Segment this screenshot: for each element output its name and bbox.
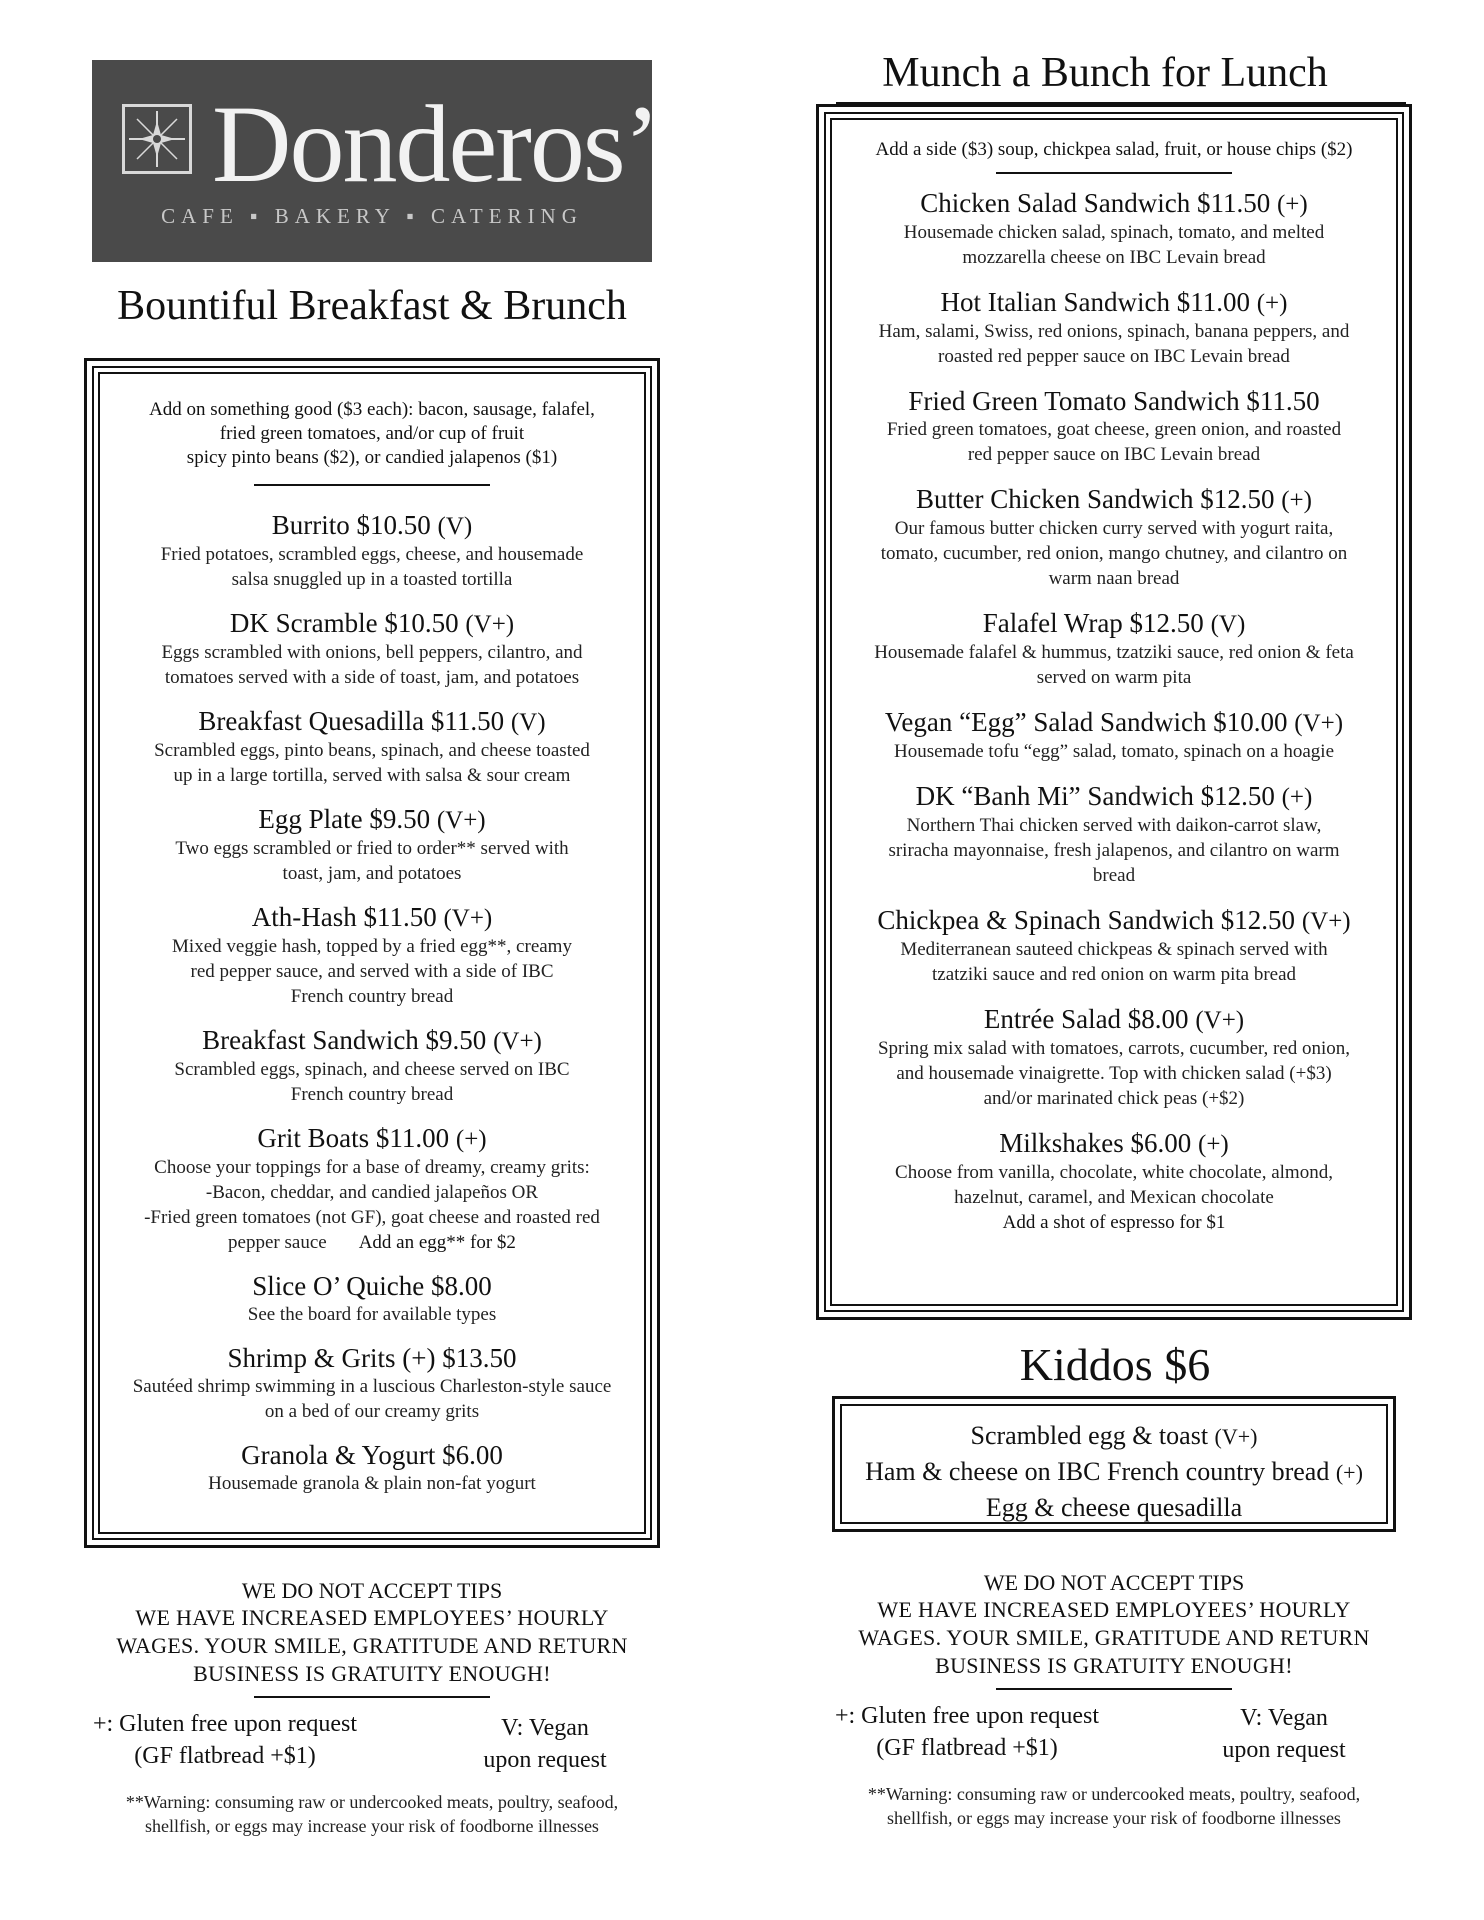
dietary-tag: (+) bbox=[1281, 487, 1312, 514]
menu-item-description: Housemade tofu “egg” salad, tomato, spinach on a hoagie bbox=[893, 741, 1335, 762]
menu-item-description: salsa snuggled up in a toasted tortilla bbox=[231, 569, 513, 590]
lunch-menu-box bbox=[816, 104, 1412, 1320]
menu-item bbox=[100, 706, 644, 788]
menu-item-description: Scrambled eggs, pinto beans, spinach, and cheese toasted bbox=[154, 740, 590, 761]
menu-item-title bbox=[832, 484, 1396, 516]
dietary-tag: (+) bbox=[455, 1126, 487, 1153]
breakfast-menu-box bbox=[84, 358, 660, 1548]
menu-item bbox=[832, 1004, 1396, 1111]
menu-item-title bbox=[832, 781, 1396, 813]
menu-item-title bbox=[100, 1271, 644, 1302]
menu-item-name: Ath-Hash $11.50 bbox=[251, 902, 437, 932]
breakfast-items bbox=[100, 510, 644, 1496]
menu-item-name: Hot Italian Sandwich $11.00 bbox=[940, 287, 1250, 317]
dietary-tag: (+) bbox=[1276, 191, 1308, 218]
menu-item-description: up in a large tortilla, served with salsa & sour cream bbox=[173, 765, 571, 786]
divider bbox=[254, 1696, 490, 1698]
kids-item-name: Ham & cheese on IBC French country bread bbox=[865, 1457, 1330, 1486]
menu-item-title bbox=[832, 188, 1396, 220]
menu-item bbox=[100, 902, 644, 1009]
menu-item-description: red pepper sauce on IBC Levain bread bbox=[967, 444, 1261, 465]
kids-menu-item bbox=[842, 1418, 1386, 1454]
kids-title: Kiddos $6 bbox=[1019, 1339, 1211, 1390]
menu-item bbox=[832, 484, 1396, 591]
menu-item-title bbox=[100, 608, 644, 640]
menu-item-description: warm naan bread bbox=[1048, 568, 1180, 589]
breakfast-title: Bountiful Breakfast & Brunch bbox=[117, 283, 627, 329]
menu-item-name: Milkshakes $6.00 bbox=[999, 1128, 1192, 1158]
menu-item-description: and/or marinated chick peas (+$2) bbox=[983, 1088, 1245, 1109]
menu-item-description: French country bread bbox=[290, 986, 454, 1007]
menu-item-title bbox=[832, 1128, 1396, 1160]
menu-item-description: Spring mix salad with tomatoes, carrots, cucumber, red onion, bbox=[877, 1038, 1351, 1059]
menu-item-name: DK Scramble $10.50 bbox=[229, 608, 459, 638]
menu-item bbox=[100, 1440, 644, 1496]
tips-heading: WE DO NOT ACCEPT TIPS bbox=[983, 1570, 1245, 1595]
divider bbox=[996, 172, 1232, 174]
dietary-tag: (V+) bbox=[1294, 710, 1344, 737]
menu-item-name: Breakfast Quesadilla $11.50 bbox=[198, 706, 505, 736]
menu-item-title bbox=[832, 608, 1396, 640]
gluten-free-legend: +: Gluten free upon request (GF flatbread +$1) bbox=[834, 1703, 1100, 1761]
left-footer bbox=[60, 1578, 684, 1838]
menu-item-title bbox=[832, 287, 1396, 319]
menu-item-description: on a bed of our creamy grits bbox=[264, 1401, 480, 1422]
menu-item-title bbox=[100, 1025, 644, 1057]
menu-item-description: Scrambled eggs, spinach, and cheese served on IBC bbox=[174, 1059, 570, 1080]
menu-item-description: Choose your toppings for a base of dreamy, creamy grits: bbox=[154, 1157, 590, 1178]
menu-item-name: Shrimp & Grits (+) $13.50 bbox=[227, 1343, 517, 1373]
menu-item-name: Slice O’ Quiche $8.00 bbox=[252, 1271, 492, 1301]
menu-item-name: DK “Banh Mi” Sandwich $12.50 bbox=[915, 781, 1275, 811]
menu-item-name: Butter Chicken Sandwich $12.50 bbox=[916, 484, 1275, 514]
menu-item-description: Ham, salami, Swiss, red onions, spinach, banana peppers, and bbox=[878, 321, 1350, 342]
menu-item-description: See the board for available types bbox=[247, 1304, 497, 1325]
kids-item-name: Egg & cheese quesadilla bbox=[985, 1493, 1243, 1522]
menu-item bbox=[832, 188, 1396, 270]
menu-item-title bbox=[100, 1343, 644, 1374]
menu-item-description: Housemade chicken salad, spinach, tomato, and melted bbox=[903, 222, 1325, 243]
menu-item-description: Northern Thai chicken served with daikon-carrot slaw, bbox=[906, 815, 1322, 836]
menu-item bbox=[832, 287, 1396, 369]
menu-item-description: served on warm pita bbox=[1036, 667, 1192, 688]
brand-tagline: CAFE ▪ BAKERY ▪ CATERING bbox=[161, 204, 583, 228]
menu-item-description: -Fried green tomatoes (not GF), goat cheese and roasted red bbox=[144, 1207, 600, 1228]
dietary-tag: (+) bbox=[1256, 290, 1288, 317]
menu-item-description: tomatoes served with a side of toast, jam, and potatoes bbox=[164, 667, 580, 688]
menu-item-description bbox=[100, 1230, 644, 1255]
menu-item-title bbox=[100, 804, 644, 836]
menu-item-name: Chickpea & Spinach Sandwich $12.50 bbox=[877, 905, 1296, 935]
menu-item bbox=[100, 1123, 644, 1255]
menu-item bbox=[100, 1025, 644, 1107]
menu-item-description-end: pepper sauce bbox=[228, 1232, 327, 1253]
lunch-title: Munch a Bunch for Lunch bbox=[882, 50, 1328, 96]
gluten-free-legend: +: Gluten free upon request (GF flatbread +$1) bbox=[92, 1711, 358, 1769]
menu-item bbox=[832, 905, 1396, 987]
menu-item bbox=[100, 608, 644, 690]
dietary-tag: (V+) bbox=[443, 905, 493, 932]
menu-item-description: mozzarella cheese on IBC Levain bread bbox=[962, 247, 1266, 268]
dietary-tag: (V+) bbox=[493, 1028, 542, 1055]
menu-item-name: Falafel Wrap $12.50 bbox=[982, 608, 1204, 638]
menu-item-description: Choose from vanilla, chocolate, white chocolate, almond, bbox=[895, 1162, 1333, 1183]
menu-item-description: Mixed veggie hash, topped by a fried egg**, creamy bbox=[172, 936, 572, 957]
kids-menu-item bbox=[842, 1454, 1386, 1490]
menu-item bbox=[100, 1271, 644, 1327]
menu-item-title bbox=[100, 902, 644, 934]
lunch-items bbox=[832, 188, 1396, 1235]
tips-heading: WE DO NOT ACCEPT TIPS bbox=[241, 1578, 503, 1603]
menu-item bbox=[100, 804, 644, 886]
tips-body: WE HAVE INCREASED EMPLOYEES’ HOURLY WAGES. YOUR SMILE, GRATITUDE AND RETURN BUSINESS IS GRATUITY ENOUGH! bbox=[116, 1605, 628, 1686]
menu-item bbox=[100, 510, 644, 592]
right-footer bbox=[810, 1570, 1418, 1830]
menu-item-name: Granola & Yogurt $6.00 bbox=[241, 1440, 503, 1470]
kids-item-name: Scrambled egg & toast bbox=[970, 1421, 1209, 1450]
menu-item-description: Fried potatoes, scrambled eggs, cheese, and housemade bbox=[160, 544, 584, 565]
menu-item-description: Housemade falafel & hummus, tzatziki sauce, red onion & feta bbox=[874, 642, 1354, 663]
menu-item-extra: Add a shot of espresso for $1 bbox=[1002, 1212, 1226, 1233]
menu-item-title bbox=[100, 510, 644, 542]
menu-item bbox=[832, 1128, 1396, 1235]
menu-item-name: Grit Boats $11.00 bbox=[257, 1123, 450, 1153]
menu-item-name: Burrito $10.50 bbox=[271, 510, 431, 540]
menu-item-description: Fried green tomatoes, goat cheese, green onion, and roasted bbox=[886, 419, 1342, 440]
menu-item-extra: Add an egg** for $2 bbox=[358, 1232, 516, 1253]
menu-item bbox=[100, 1343, 644, 1424]
dietary-tag: (V) bbox=[437, 513, 473, 540]
menu-item-description: Eggs scrambled with onions, bell peppers, cilantro, and bbox=[161, 642, 583, 663]
menu-item-name: Egg Plate $9.50 bbox=[258, 804, 431, 834]
menu-item-description: and housemade vinaigrette. Top with chicken salad (+$3) bbox=[896, 1063, 1332, 1084]
menu-item-title bbox=[832, 1004, 1396, 1036]
kids-menu-item bbox=[842, 1490, 1386, 1525]
menu-item-name: Vegan “Egg” Salad Sandwich $10.00 bbox=[884, 707, 1288, 737]
dietary-tag: (V) bbox=[510, 709, 546, 736]
dietary-tag: (+) bbox=[1198, 1131, 1229, 1158]
menu-item-description: sriracha mayonnaise, fresh jalapenos, and cilantro on warm bbox=[888, 840, 1340, 861]
menu-item-description: bread bbox=[1092, 865, 1136, 886]
vegan-legend: V: Vegan upon request bbox=[1222, 1705, 1346, 1763]
menu-item bbox=[832, 707, 1396, 764]
menu-item-description: Sautéed shrimp swimming in a luscious Charleston-style sauce bbox=[132, 1376, 612, 1397]
menu-item-name: Breakfast Sandwich $9.50 bbox=[202, 1025, 487, 1055]
brand-logo bbox=[92, 60, 659, 262]
menu-item bbox=[832, 781, 1396, 888]
menu-item-description: -Bacon, cheddar, and candied jalapeños OR bbox=[205, 1182, 539, 1203]
dietary-tag: (+) bbox=[1335, 1460, 1363, 1485]
menu-item-description: tzatziki sauce and red onion on warm pita bread bbox=[931, 964, 1297, 985]
dietary-tag: (V+) bbox=[465, 611, 515, 638]
menu-item-description: tomato, cucumber, red onion, mango chutney, and cilantro on bbox=[880, 543, 1348, 564]
food-warning: **Warning: consuming raw or undercooked meats, poultry, seafood, shellfish, or eggs may increase your risk of foodborne illnesses bbox=[125, 1792, 619, 1836]
tips-body: WE HAVE INCREASED EMPLOYEES’ HOURLY WAGES. YOUR SMILE, GRATITUDE AND RETURN BUSINESS IS GRATUITY ENOUGH! bbox=[858, 1597, 1370, 1678]
divider bbox=[996, 1688, 1232, 1690]
lunch-addon: Add a side ($3) soup, chickpea salad, fruit, or house chips ($2) bbox=[875, 139, 1353, 160]
menu-item-title bbox=[832, 707, 1396, 739]
dietary-tag: (V+) bbox=[1214, 1424, 1258, 1449]
menu-item-title bbox=[832, 905, 1396, 937]
food-warning: **Warning: consuming raw or undercooked meats, poultry, seafood, shellfish, or eggs may increase your risk of foodborne illnesses bbox=[867, 1784, 1361, 1828]
menu-item-title bbox=[100, 1123, 644, 1155]
menu-item-description: toast, jam, and potatoes bbox=[282, 863, 462, 884]
menu-item bbox=[832, 386, 1396, 467]
menu-item-name: Chicken Salad Sandwich $11.50 bbox=[920, 188, 1271, 218]
kids-menu-box bbox=[832, 1396, 1396, 1532]
menu-item-description: Our famous butter chicken curry served with yogurt raita, bbox=[894, 518, 1334, 539]
menu-item-description: Mediterranean sauteed chickpeas & spinach served with bbox=[900, 939, 1328, 960]
brand-name: Donderos’ bbox=[212, 83, 659, 205]
menu-item-description: Housemade granola & plain non-fat yogurt bbox=[208, 1473, 536, 1494]
dietary-tag: (V) bbox=[1210, 611, 1246, 638]
dietary-tag: (V+) bbox=[1301, 908, 1351, 935]
menu-item-description: Two eggs scrambled or fried to order** served with bbox=[175, 838, 569, 859]
breakfast-addons: Add on something good ($3 each): bacon, sausage, falafel, fried green tomatoes, and/or cup of fruit spicy pinto beans ($2), or candied jalapenos ($1) bbox=[149, 399, 595, 468]
menu-item-description: hazelnut, caramel, and Mexican chocolate bbox=[954, 1187, 1274, 1208]
menu-item-title bbox=[832, 386, 1396, 417]
dietary-tag: (+) bbox=[1281, 784, 1313, 811]
menu-item-name: Entrée Salad $8.00 bbox=[983, 1004, 1189, 1034]
menu-item-title bbox=[100, 706, 644, 738]
menu-item-name: Fried Green Tomato Sandwich $11.50 bbox=[908, 386, 1320, 416]
menu-item-description: red pepper sauce, and served with a side of IBC bbox=[190, 961, 554, 982]
compass-star-icon bbox=[122, 104, 192, 174]
vegan-legend: V: Vegan upon request bbox=[483, 1715, 607, 1773]
menu-item-title bbox=[100, 1440, 644, 1471]
dietary-tag: (V+) bbox=[436, 807, 486, 834]
menu-item bbox=[832, 608, 1396, 690]
divider bbox=[254, 484, 490, 486]
menu-item-description: roasted red pepper sauce on IBC Levain bread bbox=[938, 346, 1290, 367]
menu-item-description: French country bread bbox=[290, 1084, 454, 1105]
dietary-tag: (V+) bbox=[1195, 1007, 1245, 1034]
